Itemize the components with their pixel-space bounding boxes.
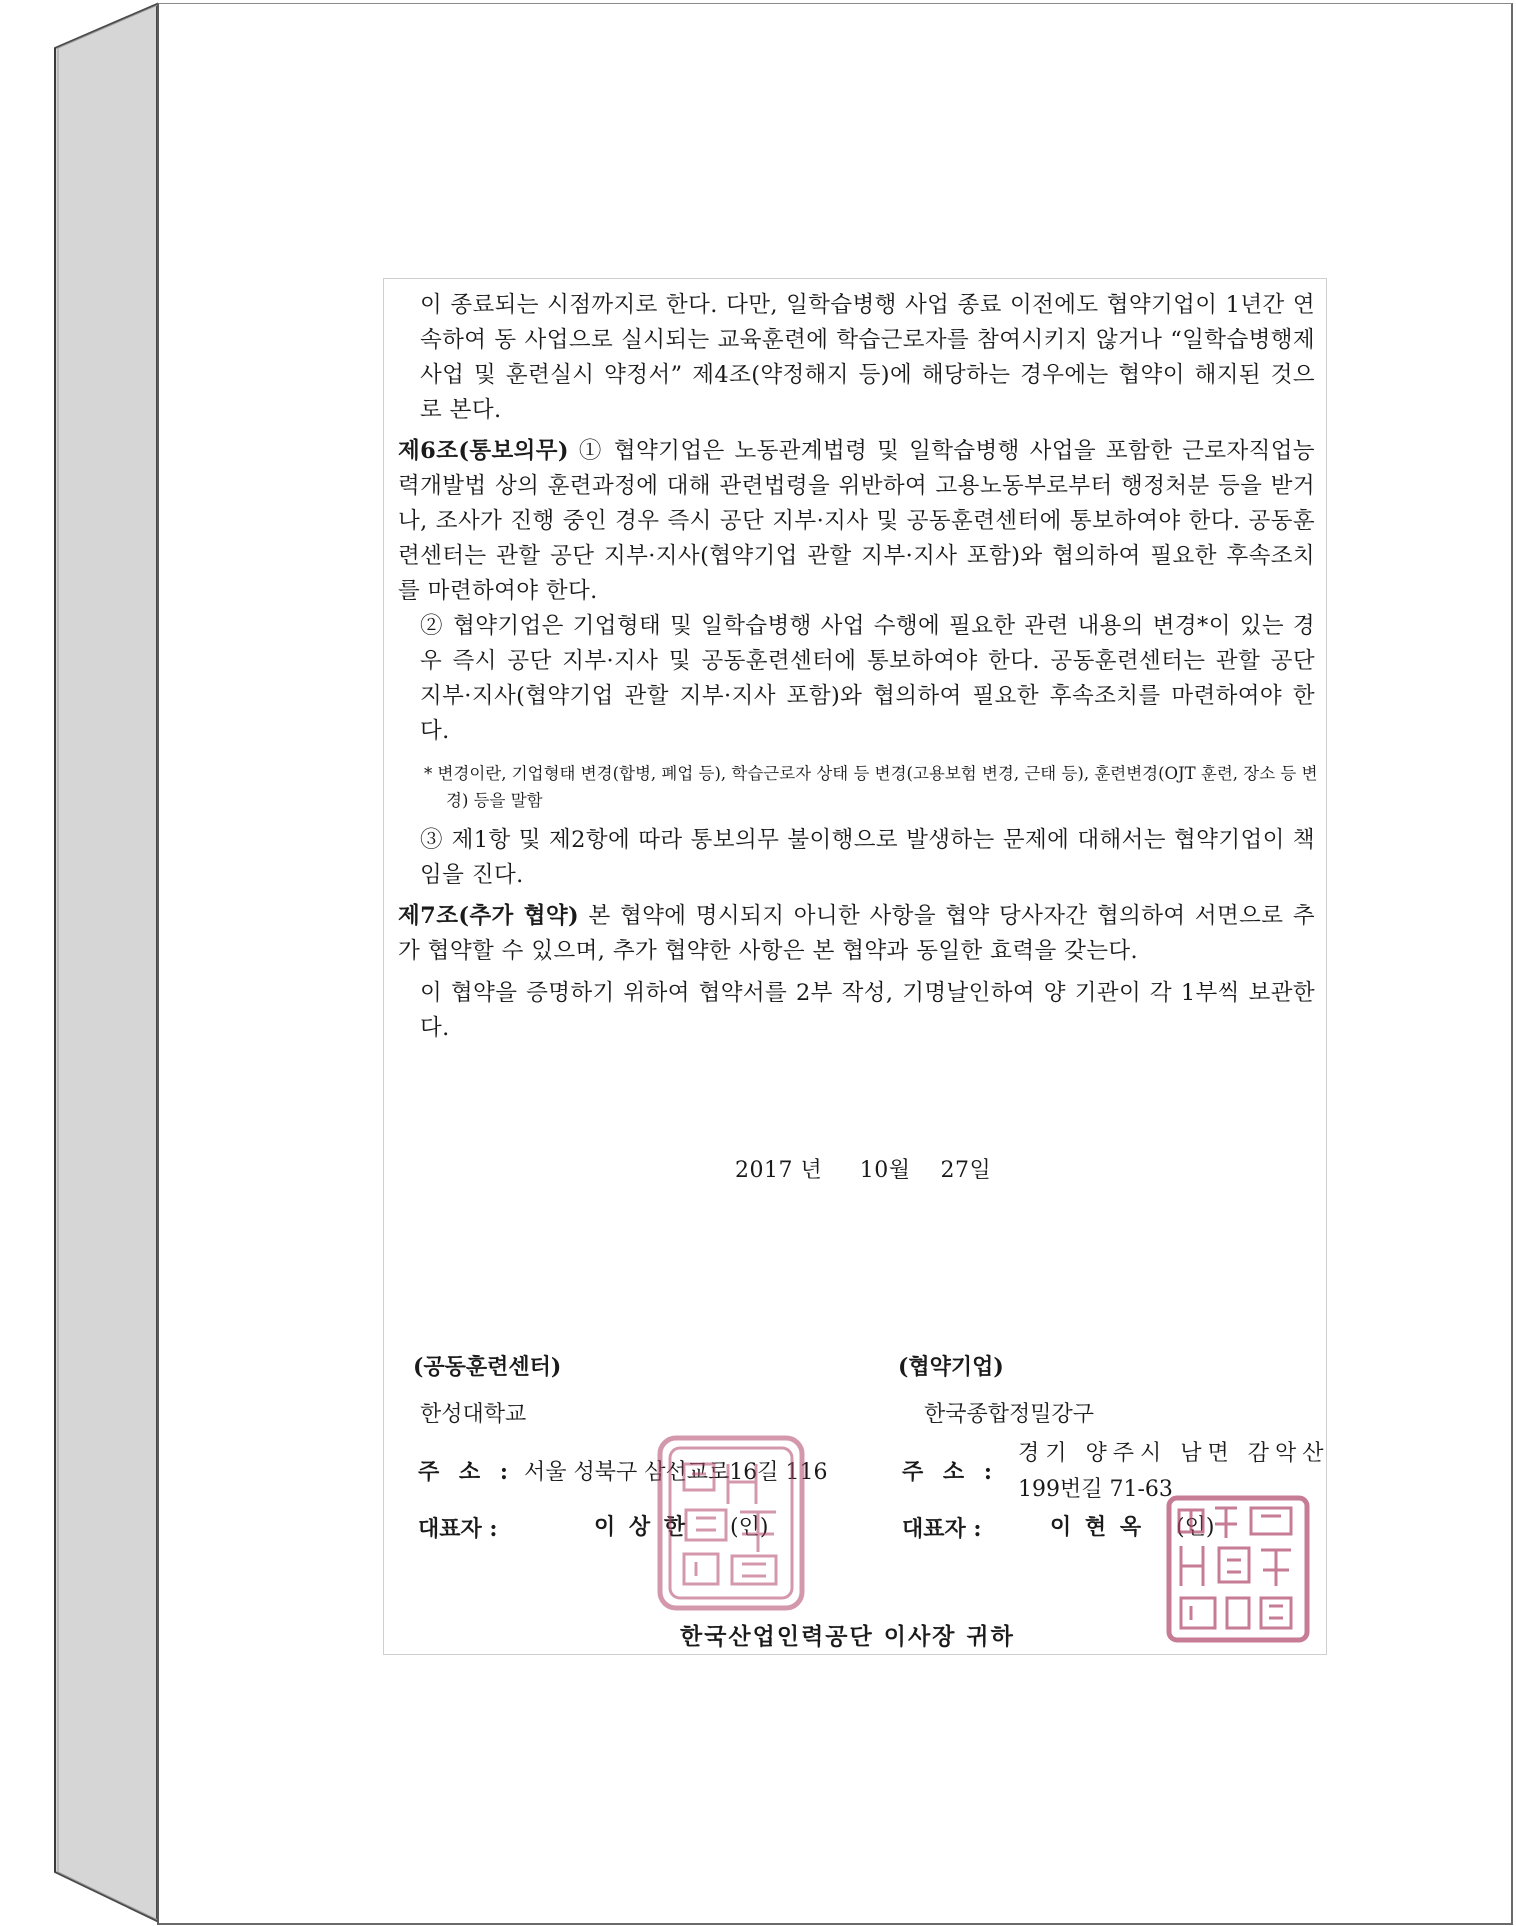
left-address: 서울 성북구 삼선교로16길 116 xyxy=(524,1460,828,1485)
left-seal-mark: (인) xyxy=(730,1515,769,1540)
right-address-label: 주 소 : xyxy=(902,1459,998,1485)
paragraph-continuation: 이 종료되는 시점까지로 한다. 다만, 일학습병행 사업 종료 이전에도 협약기업이 1년간 연속하여 동 사업으로 실시되는 교육훈련에 학습근로자를 참여시키지 않거나 “일학습병행제 사업 및 훈련실시 약정서” 제4조(약정해지 등)에 해당하는 경우에는 협약이 해지된 것으로 본다. xyxy=(420,292,1315,423)
right-address-line2: 199번길 71-63 xyxy=(1018,1477,1173,1502)
right-address-line1: 경기 양주시 남면 감악산 xyxy=(1018,1441,1330,1466)
article6-paragraph1 xyxy=(398,434,1315,609)
left-party-title: (공동훈련센터) xyxy=(413,1354,562,1380)
date-day: 27일 xyxy=(940,1158,992,1183)
addressee-line: 한국산업인력공단 이사장 귀하 xyxy=(680,1623,1015,1650)
book-side-edge xyxy=(0,0,170,1926)
right-rep-label: 대표자 : xyxy=(902,1516,982,1542)
article7-paragraph xyxy=(398,899,1315,969)
right-party-title: (협약기업) xyxy=(898,1354,1004,1380)
right-official-seal xyxy=(1165,1494,1311,1644)
closing-statement: 이 협약을 증명하기 위하여 협약서를 2부 작성, 기명날인하여 양 기관이 각 1부씩 보관한다. xyxy=(420,980,1315,1041)
right-party-name: 한국종합정밀강구 xyxy=(924,1402,1095,1427)
date-year-unit: 년 xyxy=(800,1158,823,1183)
signing-date xyxy=(735,1153,991,1184)
left-official-seal xyxy=(656,1434,806,1612)
article6-heading: 제6조(통보의무) xyxy=(398,438,569,464)
left-address-label: 주 소 : xyxy=(418,1459,514,1485)
article7-heading: 제7조(추가 협약) xyxy=(398,903,580,929)
date-month: 10월 xyxy=(859,1158,911,1183)
article6-paragraph3: ③ 제1항 및 제2항에 따라 통보의무 불이행으로 발생하는 문제에 대해서는 협약기업이 책임을 진다. xyxy=(420,827,1315,888)
article6-paragraph2: ② 협약기업은 기업형태 및 일학습병행 사업 수행에 필요한 관련 내용의 변경*이 있는 경우 즉시 공단 지부·지사 및 공동훈련센터에 통보하여야 한다. 공동훈련센터는 관할 공단 지부·지사(협약기업 관할 지부·지사 포함)와 협의하여 필요한 후속조치를 마련하여야 한다. xyxy=(420,613,1315,744)
left-party-name: 한성대학교 xyxy=(420,1402,527,1427)
left-rep-name: 이 상 한 xyxy=(594,1514,689,1540)
right-seal-mark: (인) xyxy=(1176,1515,1215,1540)
article7-text: 본 협약에 명시되지 아니한 사항을 협약 당사자간 협의하여 서면으로 추가 협약할 수 있으며, 추가 협약한 사항은 본 협약과 동일한 효력을 갖는다. xyxy=(398,903,1315,964)
right-rep-name: 이 현 옥 xyxy=(1050,1514,1145,1540)
date-year: 2017 xyxy=(735,1158,793,1183)
article6-p1-text: ① 협약기업은 노동관계법령 및 일학습병행 사업을 포함한 근로자직업능력개발법 상의 훈련과정에 대해 관련법령을 위반하여 고용노동부로부터 행정처분 등을 받거나, 조사가 진행 중인 경우 즉시 공단 지부·지사 및 공동훈련센터에 통보하여야 한다. 공동훈련센터는 관할 공단 지부·지사(협약기업 관할 지부·지사 포함)와 협의하여 필요한 후속조치를 마련하여야 한다. xyxy=(398,438,1315,604)
left-rep-label: 대표자 : xyxy=(418,1516,498,1542)
article6-footnote: * 변경이란, 기업형태 변경(합병, 폐업 등), 학습근로자 상태 등 변경(고용보험 변경, 근태 등), 훈련변경(OJT 훈련, 장소 등 변경) 등을 말함 xyxy=(424,764,1318,810)
